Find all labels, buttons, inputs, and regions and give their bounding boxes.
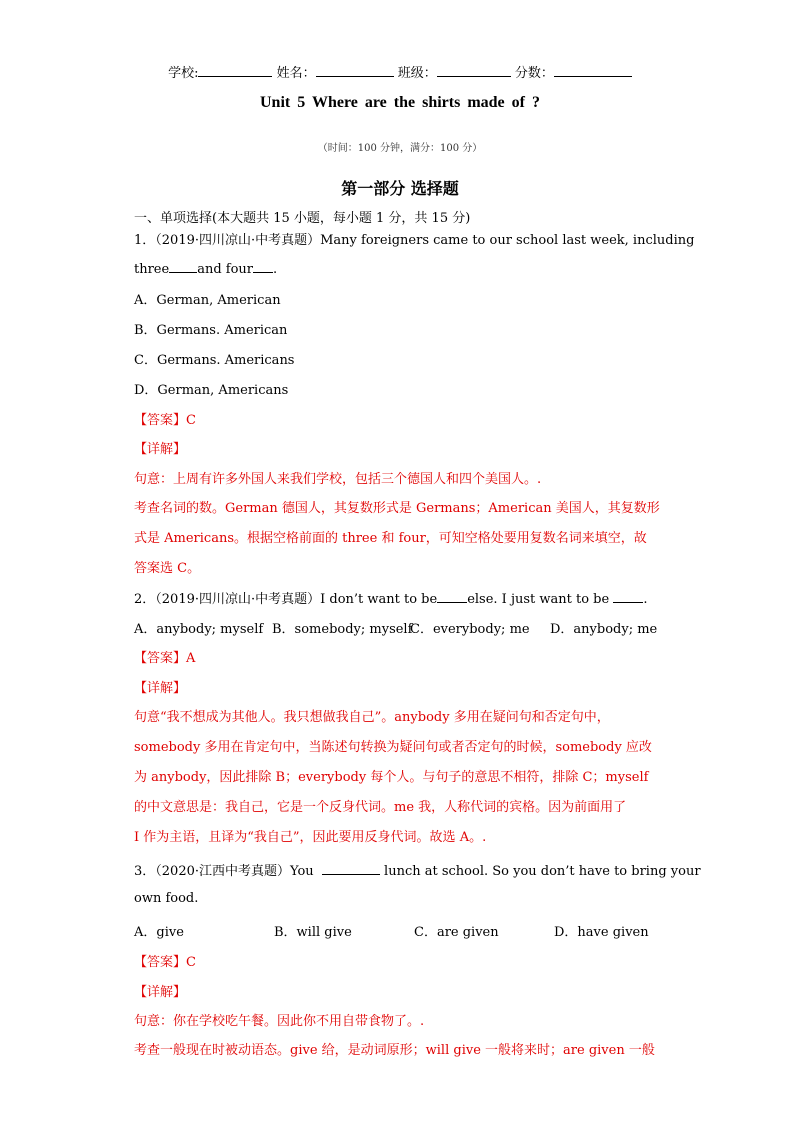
q3-option-b: B．will give: [274, 925, 352, 940]
exam-info: （时间：100 分钟，满分：100 分）: [317, 143, 483, 154]
section-title: 第一部分 选择题: [341, 179, 459, 198]
name-label: 姓名：: [276, 66, 316, 81]
q2-option-b: B．somebody; myself: [272, 622, 413, 637]
instruction: 一、单项选择(本大题共 15 小题，每小题 1 分，共 15 分): [134, 211, 471, 226]
q2-explain-line: 句意“我不想成为其他人。我只想做我自己”。anybody 多用在疑问句和否定句中，: [134, 710, 610, 725]
school-blank: [198, 64, 272, 77]
q1-explain-line: 式是 Americans。根据空格前面的 three 和 four，可知空格处要用复数名词来填空，故: [134, 531, 647, 546]
q3-stem-line1: 3．（2020·江西中考真题）You lunch at school. So you don’t have to bring your: [134, 864, 701, 879]
class-blank: [437, 64, 511, 77]
q2-explain-line: 的中文意思是：我自己，它是一个反身代词。me 我，人称代词的宾格。因为前面用了: [134, 800, 627, 815]
q1-option-b: B．Germans. American: [134, 323, 288, 338]
q3-stem-line2: own food.: [134, 891, 199, 906]
q3-explain-line: 句意：你在学校吃午餐。因此你不用自带食物了。.: [134, 1014, 425, 1029]
class-label: 班级：: [397, 66, 437, 81]
q3-explain-line: 考查一般现在时被动语态。give 给，是动词原形；will give 一般将来时；are given 一般: [134, 1043, 655, 1058]
q3-explain-label: 【详解】: [134, 985, 187, 1000]
q1-option-c: C．Germans. Americans: [134, 353, 295, 368]
q1-explain-line: 答案选 C。: [134, 561, 201, 576]
q1-explain-label: 【详解】: [134, 442, 187, 457]
q3-option-a: A．give: [134, 925, 184, 940]
q1-stem-line2: three and four .: [134, 262, 278, 277]
q2-explain-line: somebody 多用在肯定句中，当陈述句转换为疑问句或者否定句的时候，somebody 应改: [134, 740, 652, 755]
name-blank: [316, 64, 394, 77]
score-blank: [554, 64, 632, 77]
score-label: 分数：: [514, 66, 554, 81]
page-title: Unit 5 Where are the shirts made of ?: [260, 94, 540, 111]
q2-explain-label: 【详解】: [134, 681, 187, 696]
q2-option-d: D．anybody; me: [550, 622, 658, 637]
q2-option-a: A．anybody; myself: [134, 622, 264, 637]
q2-explain-line: 为 anybody，因此排除 B；everybody 每个人。与句子的意思不相符，排除 C；myself: [134, 770, 649, 785]
q2-option-c: C．everybody; me: [410, 622, 530, 637]
q2-answer: 【答案】A: [134, 651, 196, 666]
school-label: 学校:: [168, 66, 199, 81]
q3-answer: 【答案】C: [134, 955, 196, 970]
q1-explain-line: 句意：上周有许多外国人来我们学校，包括三个德国人和四个美国人。.: [134, 472, 542, 487]
q3-options: [134, 921, 649, 940]
q1-option-d: D．German, Americans: [134, 383, 289, 398]
q3-option-d: D．have given: [554, 925, 649, 940]
q3-option-c: C．are given: [414, 925, 499, 940]
q1-explain-line: 考查名词的数。German 德国人，其复数形式是 Germans；American 美国人，其复数形: [134, 501, 660, 516]
q1-answer: 【答案】C: [134, 413, 196, 428]
q2-explain-line: I 作为主语，且译为“我自己”，因此要用反身代词。故选 A。.: [134, 830, 487, 845]
q1-stem-line1: 1．（2019·四川凉山·中考真题）Many foreigners came to our school last week, including: [134, 233, 695, 248]
q2-options: [134, 618, 657, 637]
q1-option-a: A．German, American: [134, 293, 281, 308]
q2-stem: 2．（2019·四川凉山·中考真题）I don’t want to be else. I just want to be .: [134, 592, 648, 607]
student-info-line: [0, 62, 800, 81]
